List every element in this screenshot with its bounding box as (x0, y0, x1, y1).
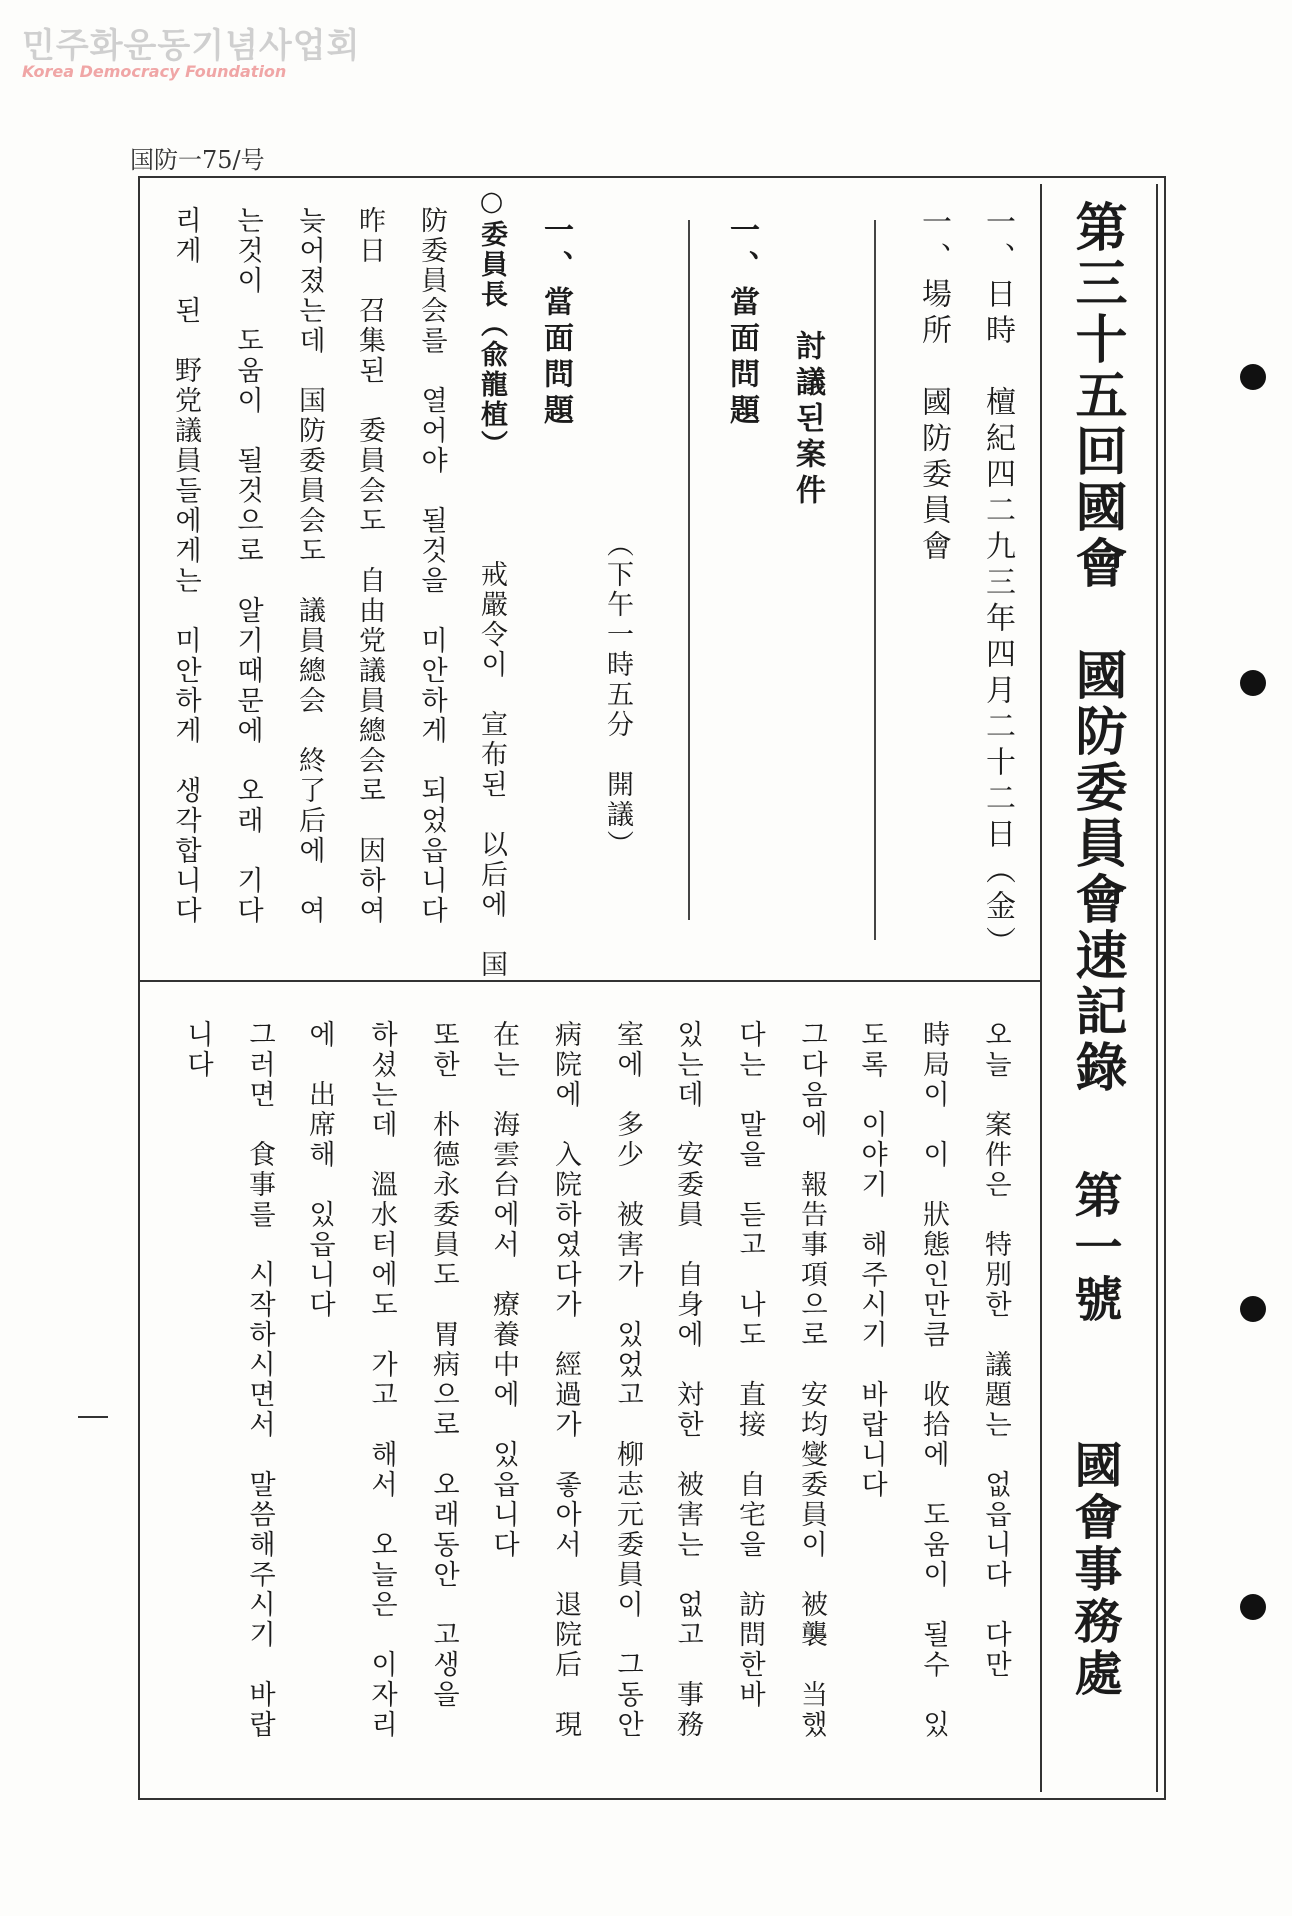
scan-mark (78, 1416, 108, 1418)
text-line: 病院에 入院하였다가 經過가 좋아서 退院后 現 (550, 1020, 581, 1740)
watermark-english: Korea Democracy Foundation (22, 62, 287, 81)
text-line: 防委員会를 열어야 될것을 미안하게 되었읍니다 (416, 206, 447, 926)
text-line: 戒嚴令이 宣布된 以后에 国 (476, 560, 507, 980)
text-line: 니다 (182, 1020, 213, 1080)
text-line: 있는데 安委員 自身에 対한 被害는 없고 事務 (672, 1020, 703, 1740)
text-line: 리게 된 野党議員들에게는 미안하게 생각합니다 (170, 206, 201, 926)
page-divider (140, 980, 1040, 982)
meeting-datetime: 一、日時 檀紀四二九三年四月二十二日（金） (980, 206, 1015, 962)
speaker-chairman: ○委員長（兪龍植） (476, 186, 507, 460)
divider-line (874, 220, 876, 940)
text-line: 昨日 召集된 委員会도 自由党議員總会로 因하여 (354, 206, 385, 926)
binding-hole (1240, 1296, 1266, 1322)
session-opened: （下午一時五分 開議） (602, 530, 633, 860)
text-line: 도록 이야기 해주시기 바랍니다 (856, 1020, 887, 1500)
watermark-korean: 민주화운동기념사업회 (22, 26, 361, 66)
text-line: 다는 말을 듣고 나도 直接 自宅을 訪問한바 (734, 1020, 765, 1710)
text-line: 는것이 도움이 될것으로 알기때문에 오래 기다 (232, 206, 263, 926)
text-line: 늦어졌는데 国防委員会도 議員總会 終了后에 여 (294, 206, 325, 926)
agenda-item: 一、當面問題 (724, 214, 759, 430)
agenda-heading: 討議된案件 (790, 330, 825, 510)
text-line: 하셨는데 溫水터에도 가고 해서 오늘은 이자리 (366, 1020, 397, 1740)
meeting-place: 一、場所 國防委員會 (916, 206, 951, 566)
text-line: 室에 多少 被害가 있었고 柳志元委員이 그동안 (612, 1020, 643, 1740)
file-number: 国防一75/号 (130, 146, 265, 174)
session-item: 一、當面問題 (538, 214, 573, 430)
text-line: 時局이 이 狀態인만큼 收拾에 도움이 될수 있 (918, 1020, 949, 1740)
page-title: 第三十五回國會 國防委員會速記錄 (1066, 200, 1127, 1096)
text-line: 또한 朴德永委員도 胃病으로 오래동안 고생을 (428, 1020, 459, 1710)
text-line: 오늘 案件은 特別한 議題는 없읍니다 다만 (980, 1020, 1011, 1680)
text-line: 그러면 食事를 시작하시면서 말씀해주시기 바랍 (244, 1020, 275, 1740)
text-line: 在는 海雲台에서 療養中에 있읍니다 (488, 1020, 519, 1560)
text-line: 그다음에 報告事項으로 安均燮委員이 被襲 当했 (796, 1020, 827, 1740)
publisher: 國會事務處 (1066, 1440, 1122, 1700)
binding-hole (1240, 670, 1266, 696)
text-line: 에 出席해 있읍니다 (304, 1020, 335, 1320)
issue-number: 第一號 (1066, 1170, 1122, 1326)
binding-hole (1240, 364, 1266, 390)
divider-line (688, 220, 690, 920)
binding-hole (1240, 1594, 1266, 1620)
